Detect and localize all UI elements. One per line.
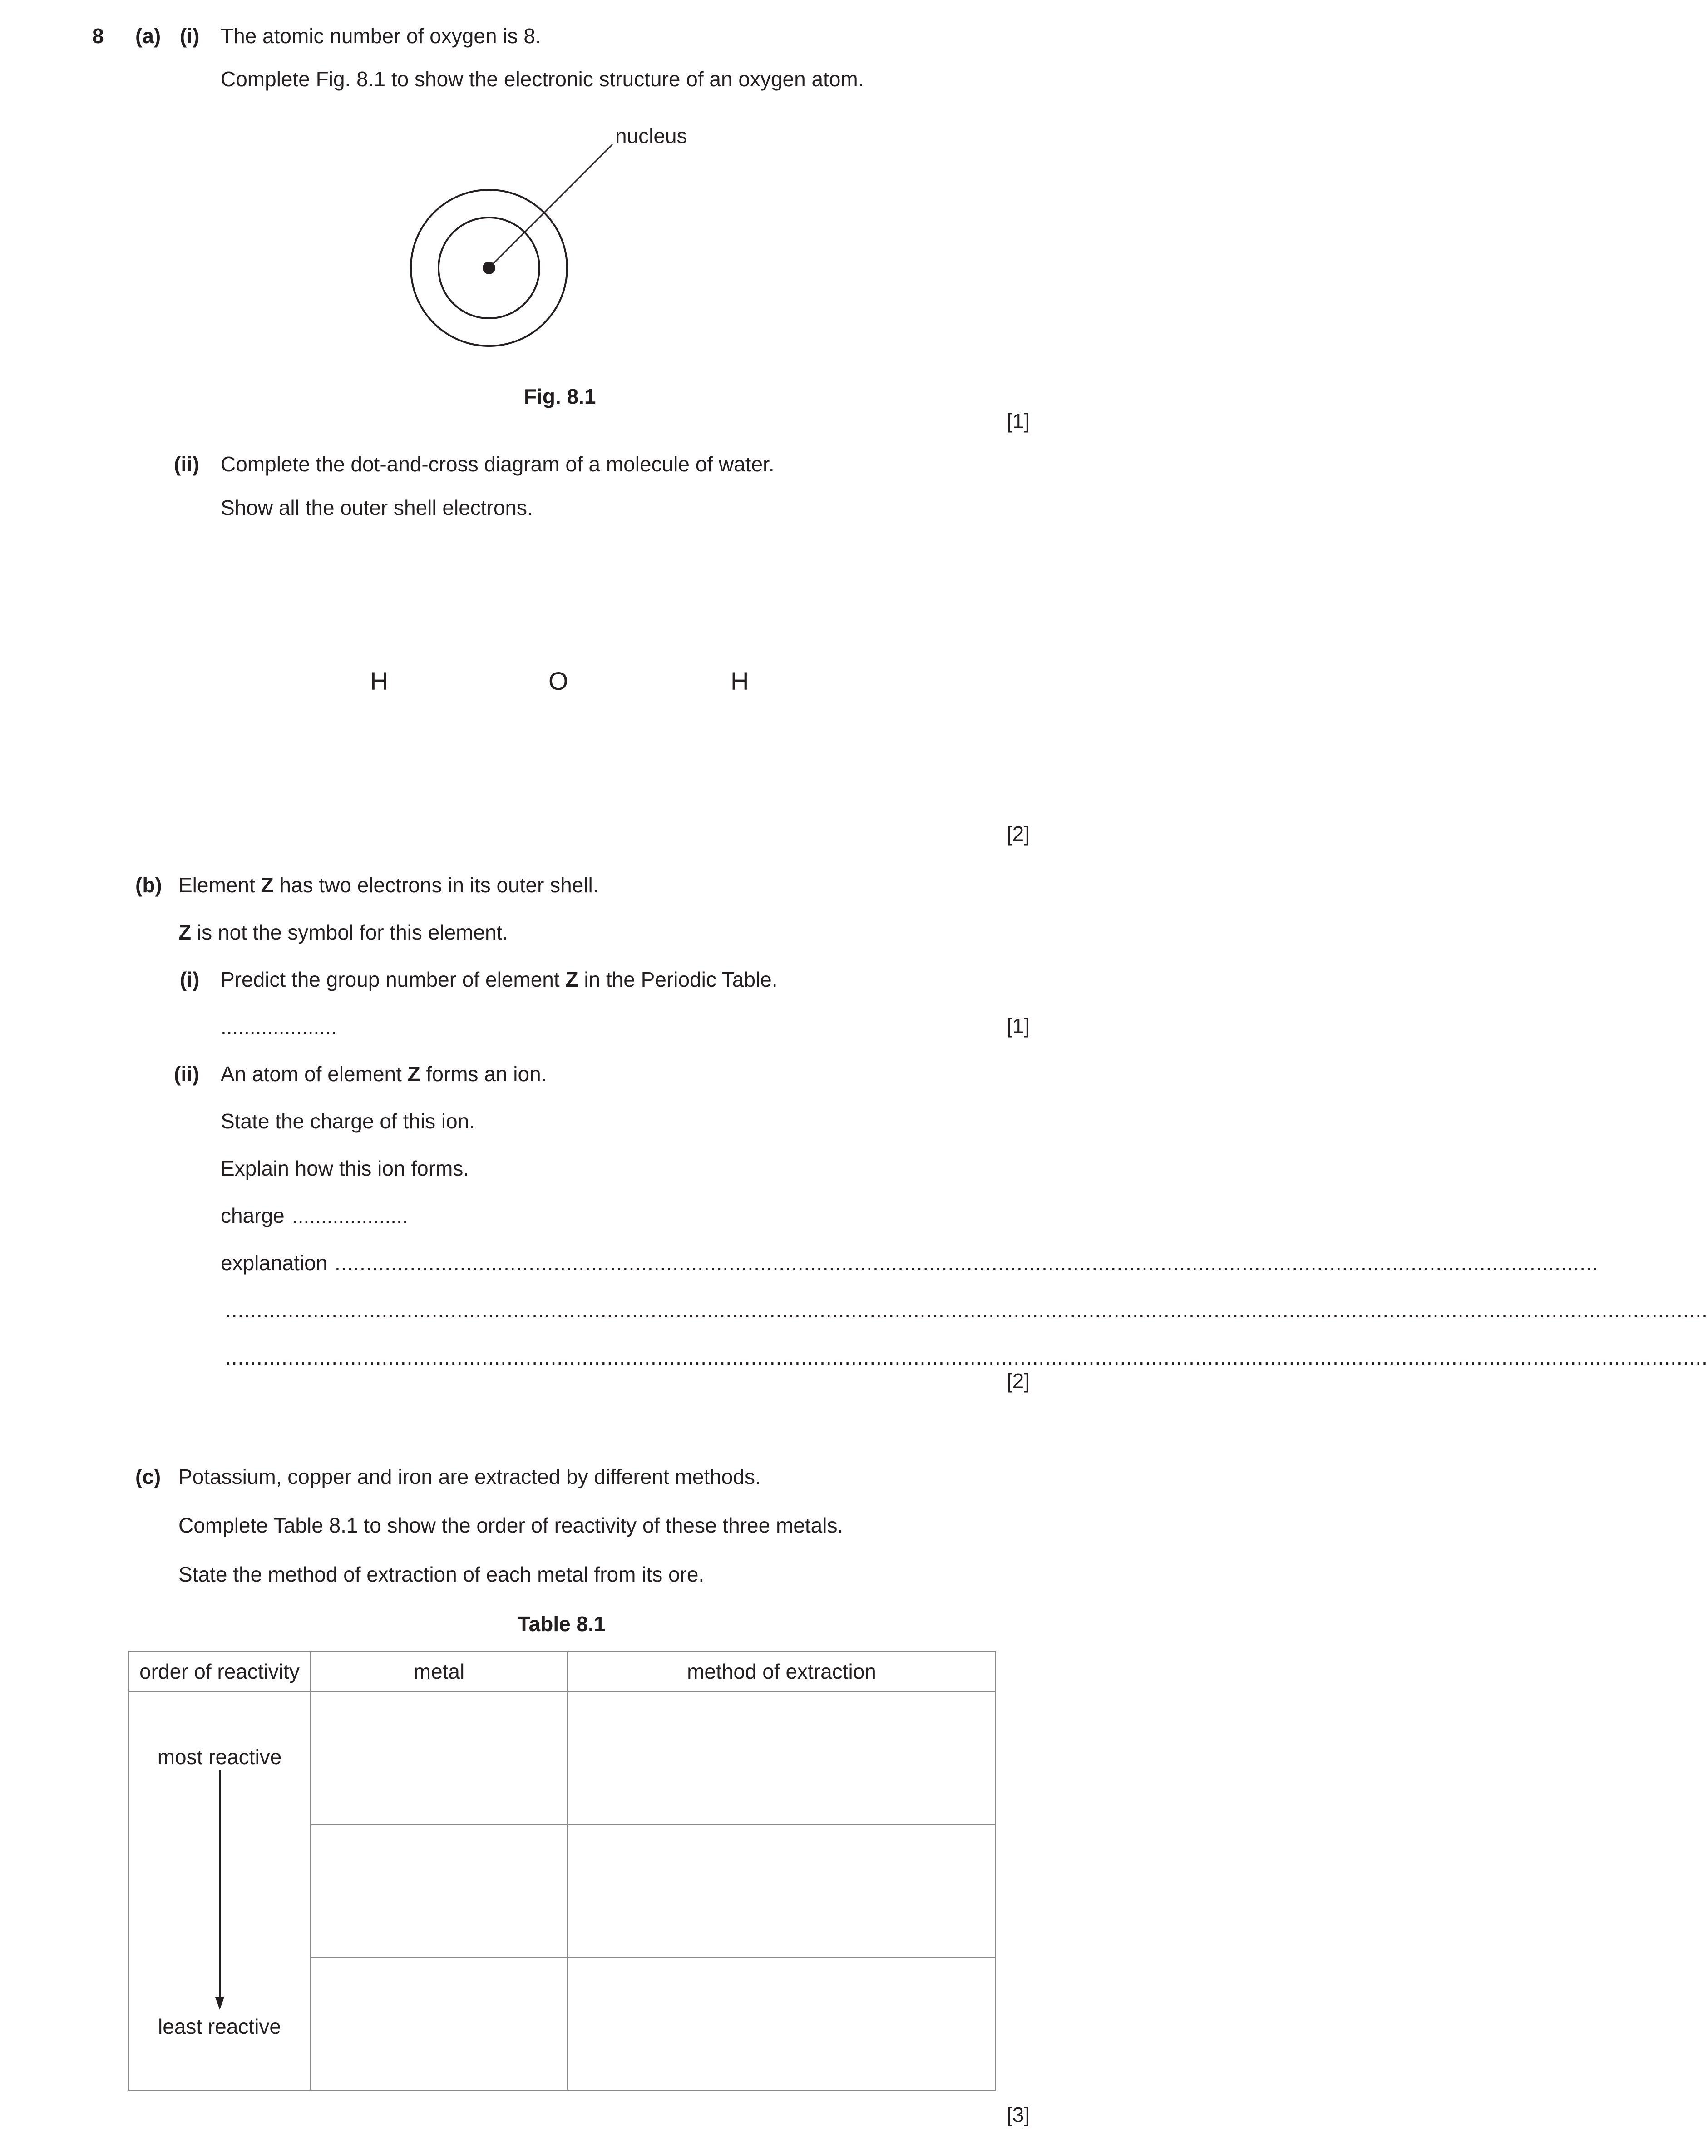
reactivity-arrow bbox=[211, 1770, 229, 2015]
b-line2-post: is not the symbol for this element. bbox=[191, 920, 508, 944]
c-line2: Complete Table 8.1 to show the order of reactivity of these three metals. bbox=[178, 1513, 844, 1537]
b-ii-marks: [2] bbox=[1006, 1369, 1030, 1393]
b-line2-z: Z bbox=[178, 920, 192, 944]
table-header-row bbox=[128, 1652, 996, 1691]
b-ii-line2: State the charge of this ion. bbox=[221, 1109, 475, 1133]
atom-h-left: H bbox=[370, 667, 389, 695]
least-reactive-label: least reactive bbox=[158, 2015, 281, 2038]
question-number: 8 bbox=[92, 24, 104, 48]
header-metal: metal bbox=[311, 1652, 568, 1691]
b-ii-pre: An atom of element bbox=[221, 1062, 408, 1086]
explanation-answer-line-1[interactable]: .......................................................................................................................................................................................................... bbox=[335, 1251, 1599, 1275]
table-8-1-caption: Table 8.1 bbox=[518, 1612, 606, 1636]
header-method-of-extraction: method of extraction bbox=[568, 1652, 996, 1691]
part-a-i-label: (i) bbox=[180, 24, 200, 48]
nucleus-label: nucleus bbox=[615, 124, 687, 148]
metal-cell-2[interactable] bbox=[311, 1825, 568, 1958]
most-reactive-label: most reactive bbox=[157, 1745, 282, 1769]
c-line3: State the method of extraction of each metal from its ore. bbox=[178, 1563, 705, 1586]
c-line1: Potassium, copper and iron are extracted by different methods. bbox=[178, 1465, 761, 1488]
a-i-line2: Complete Fig. 8.1 to show the electronic structure of an oxygen atom. bbox=[221, 67, 864, 91]
b-i-marks: [1] bbox=[1006, 1014, 1030, 1038]
method-cell-1[interactable] bbox=[568, 1691, 996, 1825]
atom-shell-diagram bbox=[0, 0, 1126, 372]
table-row bbox=[128, 1691, 996, 1825]
b-line1-z: Z bbox=[261, 873, 274, 897]
b-ii-z: Z bbox=[407, 1062, 420, 1086]
part-b-i-label: (i) bbox=[180, 968, 200, 991]
charge-label: charge bbox=[221, 1204, 285, 1227]
explanation-answer-line-2[interactable]: ............................................................................................................................................................................................................................................. bbox=[225, 1298, 1708, 1322]
b-i-post: in the Periodic Table. bbox=[578, 968, 778, 991]
group-number-answer-line[interactable]: .................... bbox=[221, 1015, 337, 1038]
a-ii-line1: Complete the dot-and-cross diagram of a molecule of water. bbox=[221, 452, 775, 476]
method-cell-3[interactable] bbox=[568, 1958, 996, 2091]
part-a-ii-label: (ii) bbox=[174, 452, 200, 476]
part-b-label: (b) bbox=[135, 873, 162, 897]
order-of-reactivity-cell bbox=[128, 1691, 311, 2091]
charge-answer-line[interactable]: .................... bbox=[292, 1204, 408, 1227]
fig-8-1-caption: Fig. 8.1 bbox=[524, 385, 596, 408]
b-i-pre: Predict the group number of element bbox=[221, 968, 566, 991]
part-c-label: (c) bbox=[135, 1465, 161, 1488]
b-line1-post: has two electrons in its outer shell. bbox=[273, 873, 599, 897]
atom-o: O bbox=[548, 667, 568, 695]
header-order-of-reactivity: order of reactivity bbox=[128, 1652, 311, 1691]
method-cell-2[interactable] bbox=[568, 1825, 996, 1958]
explanation-answer-line-3[interactable]: ............................................................................................................................................................................................................................................. bbox=[225, 1345, 1708, 1369]
b-line1 bbox=[178, 875, 599, 895]
part-b-ii-label: (ii) bbox=[174, 1062, 200, 1086]
explanation-label: explanation bbox=[221, 1251, 328, 1275]
nucleus-leader-line bbox=[489, 144, 612, 268]
b-i-text bbox=[221, 969, 778, 990]
a-ii-marks: [2] bbox=[1006, 822, 1030, 846]
b-line2 bbox=[178, 922, 508, 943]
b-line1-pre: Element bbox=[178, 873, 261, 897]
part-a-label: (a) bbox=[135, 24, 161, 48]
reactivity-table bbox=[128, 1651, 996, 2091]
b-ii-line3: Explain how this ion forms. bbox=[221, 1157, 469, 1180]
b-i-z: Z bbox=[565, 968, 578, 991]
b-ii-post: forms an ion. bbox=[420, 1062, 547, 1086]
a-i-marks: [1] bbox=[1006, 409, 1030, 433]
metal-cell-1[interactable] bbox=[311, 1691, 568, 1825]
b-ii-text bbox=[221, 1063, 547, 1084]
a-i-line1: The atomic number of oxygen is 8. bbox=[221, 24, 541, 48]
c-marks: [3] bbox=[1006, 2103, 1030, 2126]
metal-cell-3[interactable] bbox=[311, 1958, 568, 2091]
atom-h-right: H bbox=[731, 667, 749, 695]
a-ii-line2: Show all the outer shell electrons. bbox=[221, 496, 533, 519]
